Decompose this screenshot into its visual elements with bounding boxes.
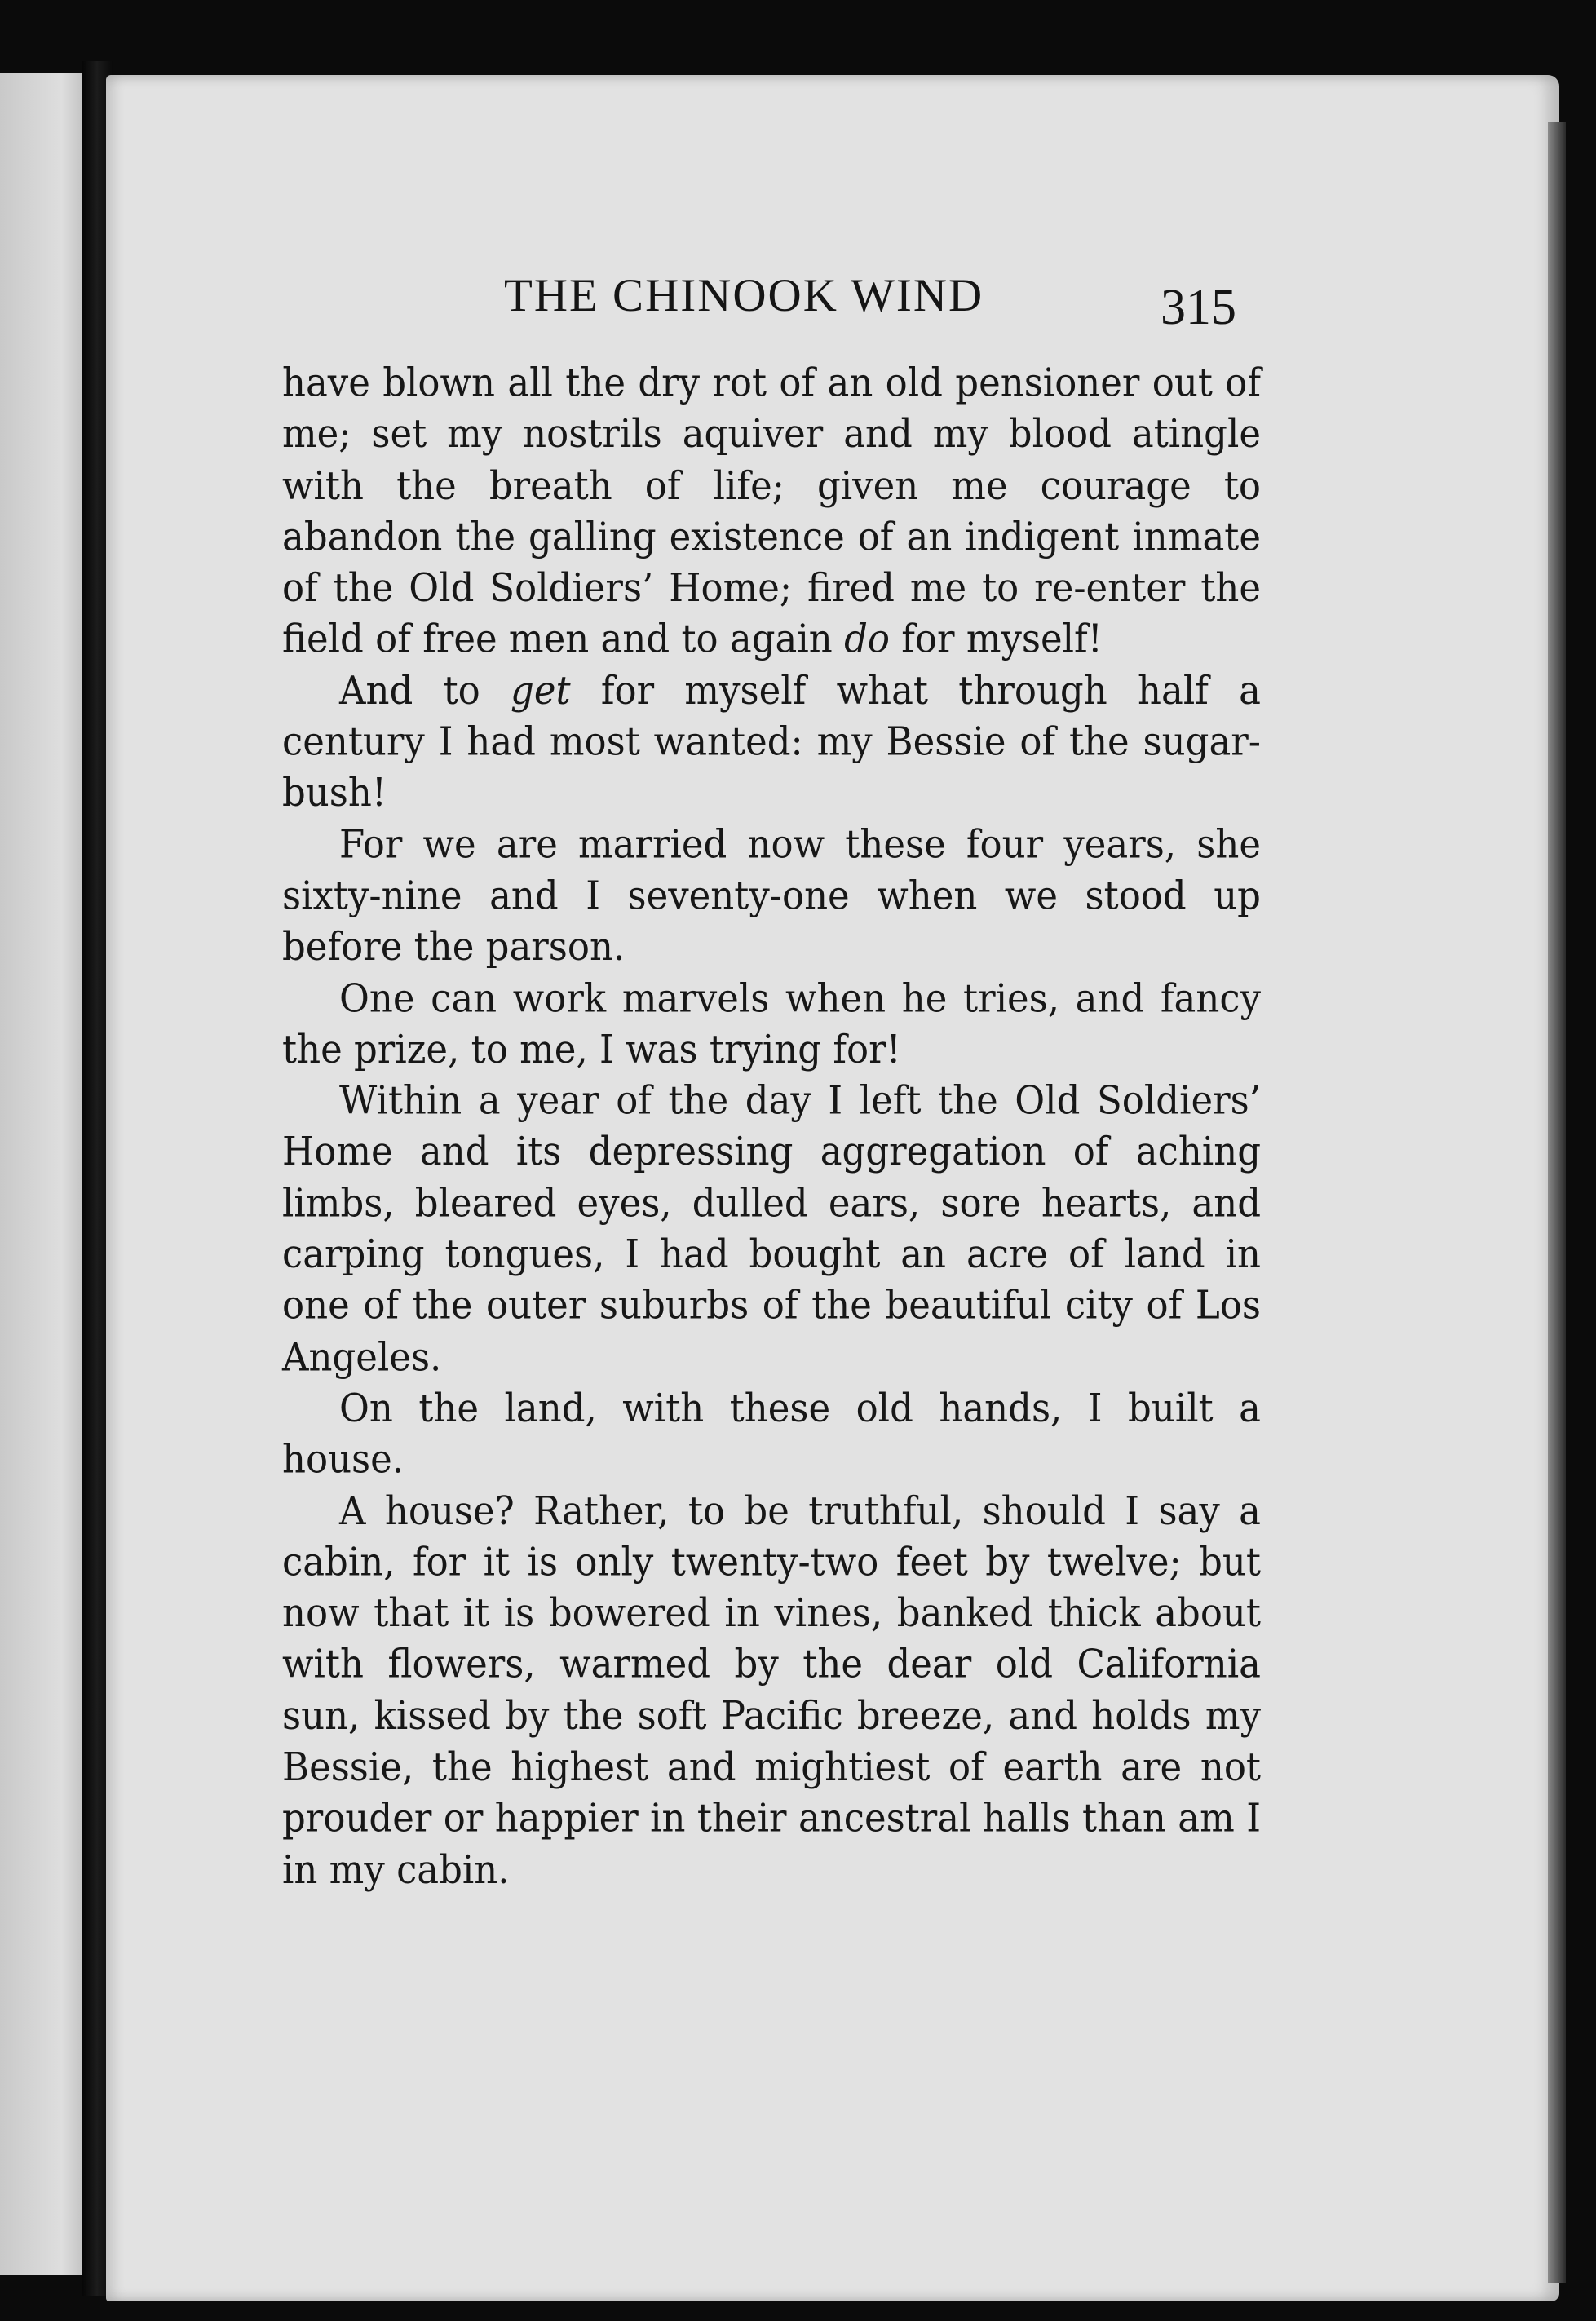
paragraph-1-end: for myself! [889, 616, 1103, 662]
facing-page-edge [0, 73, 88, 2275]
running-head: THE CHINOOK WIND [504, 270, 984, 321]
page-number: 315 [1161, 280, 1236, 335]
paragraph-7: A house? Rather, to be truthful, should I say a cabin, for it is only twenty-two feet by twelve; but now that it is bowered in vines, banked thick about with flowers, warmed by the dear old California sun, kissed by the soft Pacific breeze, and holds my Bessie, the highest and mightiest of earth are not prouder or happier in their ancestral halls than am I in my cabin. [282, 1487, 1261, 1893]
page-edge-shadow [1548, 122, 1566, 2283]
paragraph-2-italic: get [511, 667, 571, 714]
paragraph-1-italic: do [844, 616, 890, 662]
paragraph-3: For we are married now these four years, she sixty-nine and I seventy-one when we stood up before the parson. [282, 820, 1261, 970]
paragraph-6: On the land, with these old hands, I built a house. [282, 1385, 1261, 1483]
paragraph-2-end: for myself what through half a century I had most wanted: my Bessie of the sugar-bush! [282, 667, 1261, 816]
paragraph-1-text: have blown all the dry rot of an old pensioner out of me; set my nostrils aquiver and my blood atingle with the breath of life; given me courage to abandon the galling existence of an indigent inmate of the Old Soldiers’ Home; fired me to re-enter the field of free men and to again [282, 360, 1261, 662]
paragraph-2 [282, 665, 1261, 819]
paragraph-5: Within a year of the day I left the Old Soldiers’ Home and its depressing aggregation of aching limbs, bleared eyes, dulled ears, sore hearts, and carping tongues, I had bought an acre of land in one of the outer suburbs of the beautiful city of Los Angeles. [282, 1077, 1261, 1380]
paragraph-2-start: And to [339, 667, 511, 714]
paragraph-1 [282, 357, 1261, 665]
body-text [282, 357, 1261, 1895]
paragraph-4: One can work marvels when he tries, and fancy the prize, to me, I was trying for! [282, 975, 1261, 1072]
